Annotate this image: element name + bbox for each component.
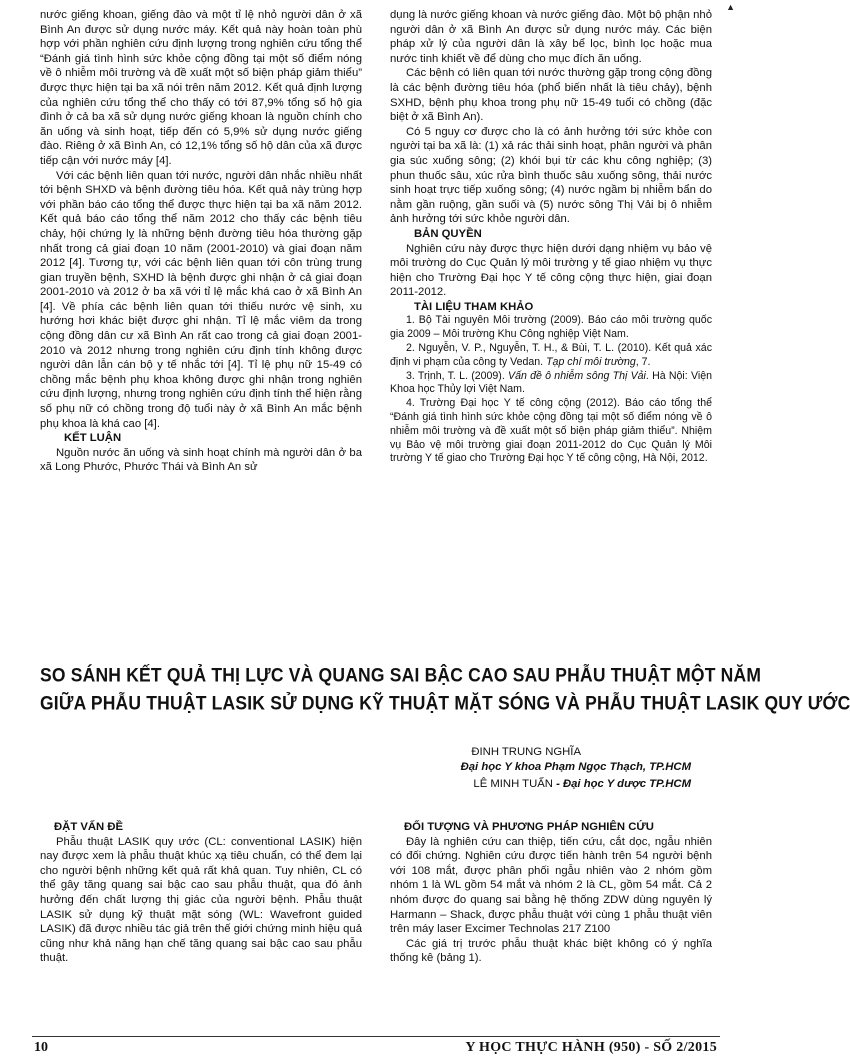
author-2-name: LÊ MINH TUẤN xyxy=(473,778,553,790)
references-heading: TÀI LIỆU THAM KHẢO xyxy=(414,300,534,313)
body-paragraph: Với các bệnh liên quan tới nước, người dân nhắc nhiều nhất tới bệnh SHXD và bệnh đường tiêu hóa. Kết quả này trùng hợp với phần báo cáo tổng thể được thực hiện tại ba xã năm 2012. Kết quả báo cáo tổng thể năm 2012 cho thấy các bệnh tiêu chảy, hội chứng lỵ là những bệnh đường tiêu hóa thường gặp nhất trong cả giai đoạn 10 năm (2001-2010) và giai đoạn năm 2012 [4]. Tương tự, với các bệnh liên quan tới côn trùng trung gian truyền bệnh, SXHD là bệnh được ghi nhận ở cả giai đoạn 2001-2010 và 2012 ở ba xã với tỉ lệ mắc khá cao ở xã Bình An [4]. Về phía các bệnh liên quan tới thiếu nước vệ sinh, xu hướng hơi khác biệt được ghi nhận. Tỉ lệ mắc viêm da trong cộng đồng dân cư xã Bình An rất cao trong cả giai đoạn 2001-2010 và 2012 nhưng trong nghiên cứu định tính không được người dân lẫn cán bộ y tế nhắc tới [4]. Tỉ lệ phụ nữ 15-49 có chồng mắc bệnh phụ khoa không được ghi nhận trong nghiên cứu định lượng, nhưng trong nghiên cứu định tính thể hiện rằng số phụ nữ có chồng trong độ tuổi này ở xã Bình An mắc bệnh phụ khoa là khá cao [4]. xyxy=(40,169,362,430)
methods-heading: ĐỐI TƯỢNG VÀ PHƯƠNG PHÁP NGHIÊN CỨU xyxy=(404,821,654,833)
author-1-affiliation: Đại học Y khoa Phạm Ngọc Thạch, TP.HCM xyxy=(460,761,691,773)
reference-item: 3. Trịnh, T. L. (2009). Vấn đề ô nhiễm sông Thị Vải. Hà Nội: Viện Khoa học Thủy lợi Việt Nam. xyxy=(390,369,712,396)
reference-item: 4. Trường Đại học Y tế công cộng (2012). Báo cáo tổng thể “Đánh giá tình hình sức khỏe cộng đồng tại một số điểm nóng về ô nhiễm môi trường và đề xuất một số biện pháp giảm thiểu”. Nhiệm vụ Bảo vệ môi trường giai đoạn 2011-2012 do Cục Quản lý Môi trường Y tế giao cho Trường Đại học Y tế công cộng, Hà Nội, 2012. xyxy=(390,397,712,465)
reference-item: 2. Nguyễn, V. P., Nguyễn, T. H., & Bùi, T. L. (2010). Kết quả xác định vi phạm của công ty Vedan. Tạp chí môi trường, 7. xyxy=(390,342,712,368)
reference-item: 1. Bộ Tài nguyên Môi trường (2009). Báo cáo môi trường quốc gia 2009 – Môi trường Khu Công nghiệp Việt Nam. xyxy=(390,314,712,341)
body-paragraph: Đây là nghiên cứu can thiệp, tiến cứu, cắt dọc, ngẫu nhiên có đối chứng. Nghiên cứu được tiến hành trên 54 người bệnh với 108 mắt, được phân phối ngẫu nhiên vào 2 nhóm gồm nhóm 1 là WL gồm 54 mắt và nhóm 2 là CL, gồm 54 mắt. Cả 2 nhóm được đo quang sai bằng hệ thống ZDW dùng nguyên lý Harmann – Shack, được phẫu thuật với cùng 1 phẫu thuật viên trên máy laser Excimer Technolas 217 Z100 xyxy=(390,835,712,936)
corner-mark: ▲ xyxy=(726,2,735,12)
author-2-affiliation: - Đại học Y dược TP.HCM xyxy=(552,778,691,790)
page-number: 10 xyxy=(34,1040,48,1055)
body-paragraph: dụng là nước giếng khoan và nước giếng đào. Một bộ phận nhỏ người dân ở xã Bình An được sử dụng nước máy. Các biện pháp xử lý của người dân là xây bể lọc, bình lọc hoặc mua nước tinh khiết về để dùng cho mục đích ăn uống. xyxy=(390,9,712,65)
body-paragraph: Phẫu thuật LASIK quy ước (CL: conventional LASIK) hiện nay được xem là phẫu thuật khúc xạ tiêu chuẩn, có thể đem lại cho người bệnh những kết quả rất khả quan. Tuy nhiên, CL có thể gây tăng quang sai bậc cao sau phẫu thuật, qua đó ảnh hưởng đến chất lượng thị giác của người bệnh. Phẫu thuật LASIK sử dụng kỹ thuật mặt sóng (WL: Wavefront guided LASIK) đã được nhiều tác giả trên thế giới chứng minh hiệu quả cũng như khả năng hạn chế tăng quang sai bậc cao sau phẫu thuật. xyxy=(40,835,362,965)
body-paragraph: nước giếng khoan, giếng đào và một tỉ lệ nhỏ người dân ở xã Bình An được sử dụng nước máy. Kết quả này hoàn toàn phù hợp với phần nghiên cứu định lượng trong nghiên cứu tổng thể “Đánh giá tình hình sức khỏe cộng đồng tại một số điểm nóng về ô nhiễm môi trường và đề xuất một số biện pháp giảm thiểu” được thực hiện tại ba xã nói trên năm 2012. Kết quả định lượng của nghiên cứu tổng thể cho thấy có tới 87,9% tổng số hộ gia đình ở cả ba xã sử dụng nước giếng khoan là nguồn chính cho ăn uống và sinh hoạt, tiếp đến có 5,9% sử dụng nước giếng đào. Riêng ở xã Bình An, có 12,1% tổng số hộ dân của xã được tiếp cận với nước máy [4]. xyxy=(40,9,362,167)
article-right-column xyxy=(390,820,712,1016)
body-paragraph: Các giá trị trước phẫu thuật khác biệt không có ý nghĩa thống kê (bảng 1). xyxy=(390,937,712,965)
copyright-heading: BẢN QUYỀN xyxy=(414,227,482,240)
body-paragraph: Có 5 nguy cơ được cho là có ảnh hưởng tới sức khỏe con người tại ba xã là: (1) xả rác thải sinh hoạt, phân người và phân gia súc xuống sông; (2) khói bụi từ các khu công nghiệp; (3) phun thuốc sâu, xúc rửa bình thuốc sâu xuống sông, thải nước sinh hoạt trực tiếp xuống sông; (4) nước ngầm bị nhiễm bẩn do nằm gần ruộng, gần suối và (5) nước sông Thị Vải bị ô nhiễm ảnh hưởng tới sức khỏe người dân. xyxy=(390,125,712,226)
body-paragraph: Nguồn nước ăn uống và sinh hoạt chính mà người dân ở ba xã Long Phước, Phước Thái và Bình An sử xyxy=(40,446,362,474)
author-2 xyxy=(473,777,691,792)
journal-footer: Y HỌC THỰC HÀNH (950) - SỐ 2/2015 xyxy=(465,1040,717,1055)
prev-article-right-column xyxy=(390,8,712,633)
prev-article-left-column xyxy=(40,8,362,643)
body-paragraph: Các bệnh có liên quan tới nước thường gặp trong cộng đồng là các bệnh đường tiêu hóa (phổ biến nhất là tiêu chảy), bệnh SXHD, bệnh phụ khoa trong phụ nữ 15-49 tuổi có chồng (đặc biệt ở xã Bình An). xyxy=(390,67,712,124)
conclusion-heading: KẾT LUẬN xyxy=(64,432,122,445)
intro-heading: ĐẶT VẤN ĐỀ xyxy=(54,821,124,833)
article-title-line-1: SO SÁNH KẾT QUẢ THỊ LỰC VÀ QUANG SAI BẬC CAO SAU PHẪU THUẬT MỘT NĂM xyxy=(40,663,762,687)
body-paragraph: Nghiên cứu này được thực hiện dưới dạng nhiệm vụ bảo vệ môi trường do Cục Quản lý môi trường y tế giao nhiệm vụ thực hiện cho Trường Đại học Y tế công cộng thực hiện, giai đoạn 2011-2012. xyxy=(390,242,712,299)
article-title-line-2: GIỮA PHẪU THUẬT LASIK SỬ DỤNG KỸ THUẬT MẶT SÓNG VÀ PHẪU THUẬT LASIK QUY ƯỚC xyxy=(40,691,850,715)
footer-rule xyxy=(32,1036,720,1037)
author-1-name: ĐINH TRUNG NGHĨA xyxy=(471,746,581,758)
article-left-column xyxy=(40,820,362,1016)
